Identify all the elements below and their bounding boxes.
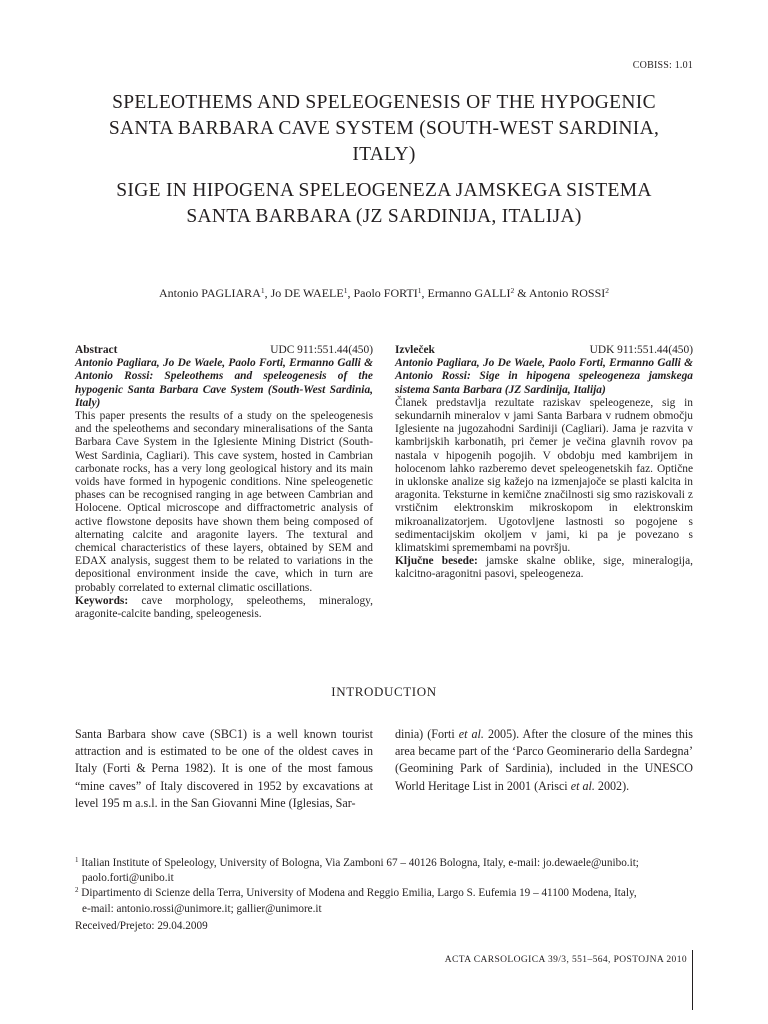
author-name: Ermanno GALLI [427, 286, 511, 300]
keywords-text: cave morphology, speleothems, mineralogy, aragonite-calcite banding, speleogenesis. [75, 594, 373, 621]
footnote-mark: 2 [75, 886, 79, 895]
affiliation-mark: 2 [605, 286, 610, 295]
title-english [60, 90, 708, 168]
text-fragment: 2002). [594, 778, 630, 793]
author-name: Antonio PAGLIARA [158, 286, 261, 300]
izvlecek-header [395, 344, 693, 357]
keywords-label: Ključne besede: [395, 555, 478, 568]
et-al: et al. [458, 727, 484, 741]
footnote-1 [75, 856, 695, 871]
footnote-2-cont: e-mail: antonio.rossi@unimore.it; gallier@unimore.it [82, 902, 322, 915]
title-line: SPELEOTHEMS AND SPELEOGENESIS OF THE HYPOGENIC [112, 92, 656, 113]
text-fragment: dinia) (Forti [395, 727, 459, 741]
cobiss-code: COBISS: 1.01 [632, 60, 693, 71]
abstract-header [75, 344, 373, 357]
abstract-citation: Antonio Pagliara, Jo De Waele, Paolo Forti, Ermanno Galli & Antonio Rossi: Speleothems and speleogenesis of the hypogenic Santa Barbara Cave System (South-West Sardinia, Italy) [75, 357, 373, 409]
affiliation-mark: 1 [417, 286, 422, 295]
udc-code: UDC 911:551.44(450) [270, 344, 373, 356]
section-heading: INTRODUCTION [331, 684, 437, 699]
izvlecek-block [395, 344, 693, 582]
author-name: Jo DE WAELE [270, 286, 344, 300]
author-name: Paolo FORTI [353, 286, 418, 300]
author-separator: , [421, 286, 428, 300]
author-separator: , [264, 286, 271, 300]
title-line: ITALY) [352, 144, 416, 165]
et-al: et al. [570, 778, 595, 793]
abstract-text: This paper presents the results of a study on the speleogenesis and the speleothems and secondary mineralisations of the Santa Barbara Cave System in the Iglesiente Mining District (South-West Sardinia, Cagliari). This cave system, hosted in Cambrian carbonate rocks, has a very long geological history and its main voids have formed in hypogenic conditions. Nine speleogenetic phases can be recognised ranging in age between Cambrian and Holocene. Optical microscope and diffractometric analysis of active flowstone deposits have shown them being composed of alternating calcite and aragonite layers. The textural and chemical characteristics of these layers, obtained by SEM and EDAX analysis, suggest them to be related to variations in the depositional environment inside the cave, which in turn are probably correlated to external climatic oscillations. [75, 410, 373, 594]
footnote-2 [75, 886, 695, 901]
vertical-rule [692, 950, 693, 1010]
izvlecek-text: Članek predstavlja rezultate raziskav speleogeneze, sig in sekundarnih mineralov v jami Santa Barbara v rudnem območju Iglesiente na jugozahodni Sardiniji (Cagliari). Jama je razvita v kambrijskih karbonatih, pri čemer je večina glavnih rovov pa nastala v hipogenih pogojih. V obdobju med kambrijem in holocenom lahko razberemo devet speleogenetskih faz. Optične in uklonske analize sig kažejo na izmenjajoče se plasti kalcita in aragonita. Teksturne in kemične značilnosti sig smo raziskovali z vrstičnim elektronskim mikroskopom in elektronskim mikroanalizatorjem. Ugotovljene lastnosti so pogojene s sedimentacijskim okoljem v jami, ki pa je povezano s klimatskimi spremembami na površju. [395, 396, 693, 555]
title-line: SANTA BARBARA (JZ SARDINIJA, ITALIJA) [186, 206, 582, 227]
udk-code: UDK 911:551.44(450) [589, 344, 693, 356]
intro-text-left: Santa Barbara show cave (SBC1) is a well known tourist attraction and is estimated to be one of the oldest caves in Italy (Forti & Perna 1982). It is one of the most famous “mine caves” of Italy discovered in 1952 by excavations at level 195 m a.s.l. in the San Giovanni Mine (Iglesias, Sar- [75, 727, 373, 810]
intro-text-right [395, 726, 693, 795]
text-fragment: 2005). After the closure of the mines this area became part of the ‘Parco Geominerario della Sardegna’ (Geomining Park of Sardinia), included in the UNESCO World Heritage List in 2001 (Arisci [395, 727, 693, 793]
affiliation-mark: 2 [510, 286, 515, 295]
footnote-text: Italian Institute of Speleology, University of Bologna, Via Zamboni 67 – 40126 Bologna, Italy, e-mail: jo.dewaele@unibo.it; [81, 857, 639, 869]
author-name: Antonio ROSSI [528, 286, 606, 300]
received-date: Received/Prejeto: 29.04.2009 [75, 919, 208, 932]
author-separator: , [347, 286, 354, 300]
abstract-heading: Abstract [75, 344, 118, 356]
footnote-mark: 1 [75, 856, 79, 864]
abstract-block [75, 344, 373, 621]
keywords-label: Keywords: [75, 594, 129, 607]
affiliation-mark: 1 [343, 286, 348, 295]
footnote-text: Dipartimento di Scienze della Terra, University of Modena and Reggio Emilia, Largo S. Eufemia 19 – 41100 Modena, Italy, [81, 887, 637, 900]
title-slovene [60, 178, 708, 230]
author-list [60, 285, 708, 301]
footnote-1-cont: paolo.forti@unibo.it [82, 872, 174, 885]
izvlecek-citation: Antonio Pagliara, Jo De Waele, Paolo Forti, Ermanno Galli & Antonio Rossi: Sige in hipogena speleogeneza jamskega sistema Santa Barbara (JZ Sardinija, Italija) [395, 357, 693, 396]
izvlecek-heading: Izvleček [395, 344, 435, 356]
keywords-text: jamske skalne oblike, sige, mineralogija, kalcitno-aragonitni pasovi, speleogeneza. [395, 555, 693, 581]
izvlecek-keywords [395, 555, 693, 581]
journal-reference: ACTA CARSOLOGICA 39/3, 551–564, POSTOJNA 2010 [444, 955, 687, 965]
title-line: SANTA BARBARA CAVE SYSTEM (SOUTH-WEST SARDINIA, [108, 118, 660, 139]
author-separator: & [514, 286, 529, 300]
abstract-keywords [75, 595, 373, 621]
affiliation-mark: 1 [260, 286, 265, 295]
title-line: SIGE IN HIPOGENA SPELEOGENEZA JAMSKEGA SISTEMA [116, 180, 652, 201]
footnotes [75, 856, 695, 934]
